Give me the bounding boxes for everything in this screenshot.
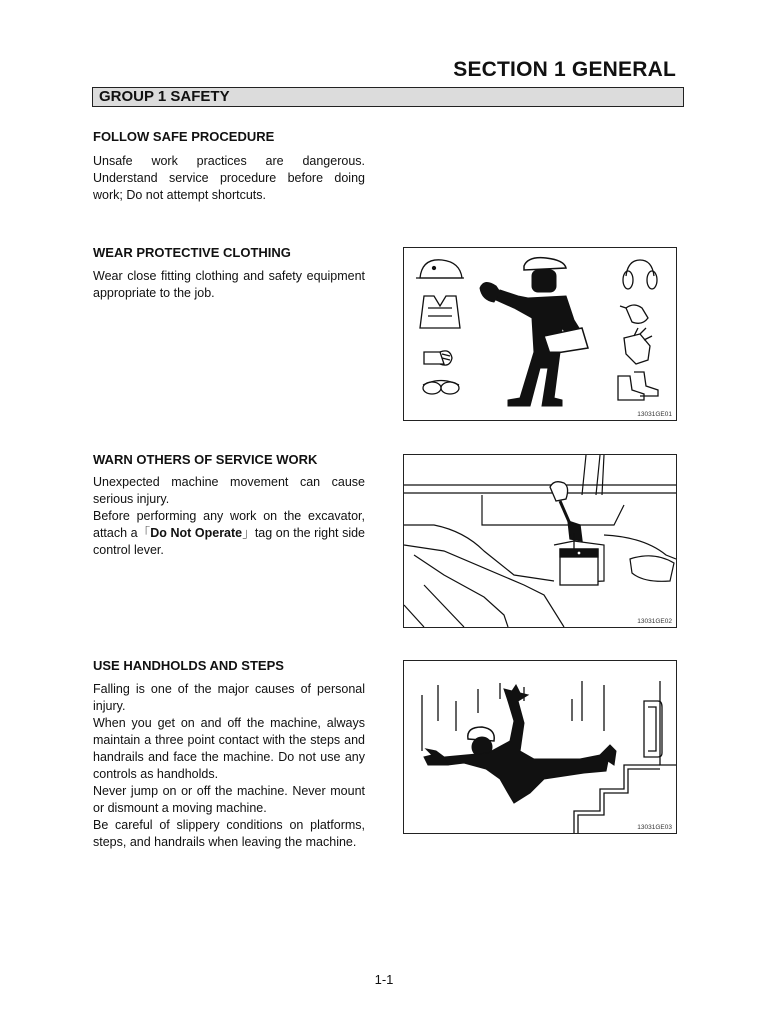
paragraph-line: Wear close fitting clothing and safety equipment appropriate to the job. — [93, 269, 365, 300]
section-title: SECTION 1 GENERAL — [453, 58, 676, 81]
falling-person-figure — [424, 685, 616, 803]
paragraph-line: Never jump on or off the machine. Never mount or dismount a moving machine. — [93, 784, 365, 815]
worker-figure — [480, 258, 588, 406]
safety-vest-icon — [420, 296, 460, 328]
goggles-icon — [423, 381, 459, 395]
hard-hat-icon — [416, 260, 464, 278]
paragraph-warn-others — [93, 474, 365, 559]
heading-warn-others: WARN OTHERS OF SERVICE WORK — [93, 452, 318, 467]
figure-code: 13031GE02 — [637, 618, 672, 625]
figure-code: 13031GE03 — [637, 824, 672, 831]
figure-protective-clothing — [403, 247, 677, 421]
ear-plugs-icon — [620, 305, 648, 323]
cab-interior-lines — [404, 455, 676, 627]
gloves-icon — [624, 328, 652, 364]
figure-code: 13031GE01 — [637, 411, 672, 418]
control-lever-illustration — [404, 455, 676, 627]
figure-warning-tag — [403, 454, 677, 628]
tag-text-pre: Before performing any work on the excavator, attach a「 — [93, 509, 365, 540]
protective-clothing-illustration — [404, 248, 676, 420]
paragraph-line: When you get on and off the machine, always maintain a three point contact with the steps and handrails and face the machine. Do not use any controls as handholds. — [93, 716, 365, 781]
paragraph-line: Unsafe work practices are dangerous. Understand service procedure before doing work; Do not attempt shortcuts. — [93, 154, 365, 202]
heading-wear-protective-clothing: WEAR PROTECTIVE CLOTHING — [93, 245, 291, 260]
heading-use-handholds: USE HANDHOLDS AND STEPS — [93, 658, 284, 673]
ear-muffs-icon — [623, 260, 657, 289]
respirator-icon — [424, 351, 452, 365]
control-lever — [550, 482, 582, 541]
group-title-bar: GROUP 1 SAFETY — [92, 87, 684, 107]
paragraph-line: Falling is one of the major causes of personal injury. — [93, 682, 365, 713]
paragraph-follow-safe-procedure — [93, 153, 365, 204]
page-number: 1-1 — [374, 972, 394, 987]
falling-person-illustration — [404, 661, 676, 833]
tag-text-post: 」tag on the right side control lever. — [93, 526, 365, 557]
do-not-operate-tag-label: Do Not Operate — [150, 526, 243, 540]
heading-follow-safe-procedure: FOLLOW SAFE PROCEDURE — [93, 129, 275, 144]
safety-boots-icon — [618, 372, 658, 400]
paragraph-use-handholds — [93, 681, 365, 851]
paragraph-line: Be careful of slippery conditions on platforms, steps, and handrails when leaving the machine. — [93, 818, 365, 849]
paragraph-line: Unexpected machine movement can cause serious injury. — [93, 475, 365, 506]
paragraph-wear-protective-clothing — [93, 268, 365, 302]
paragraph-line-tag — [93, 508, 365, 559]
figure-falling-person — [403, 660, 677, 834]
